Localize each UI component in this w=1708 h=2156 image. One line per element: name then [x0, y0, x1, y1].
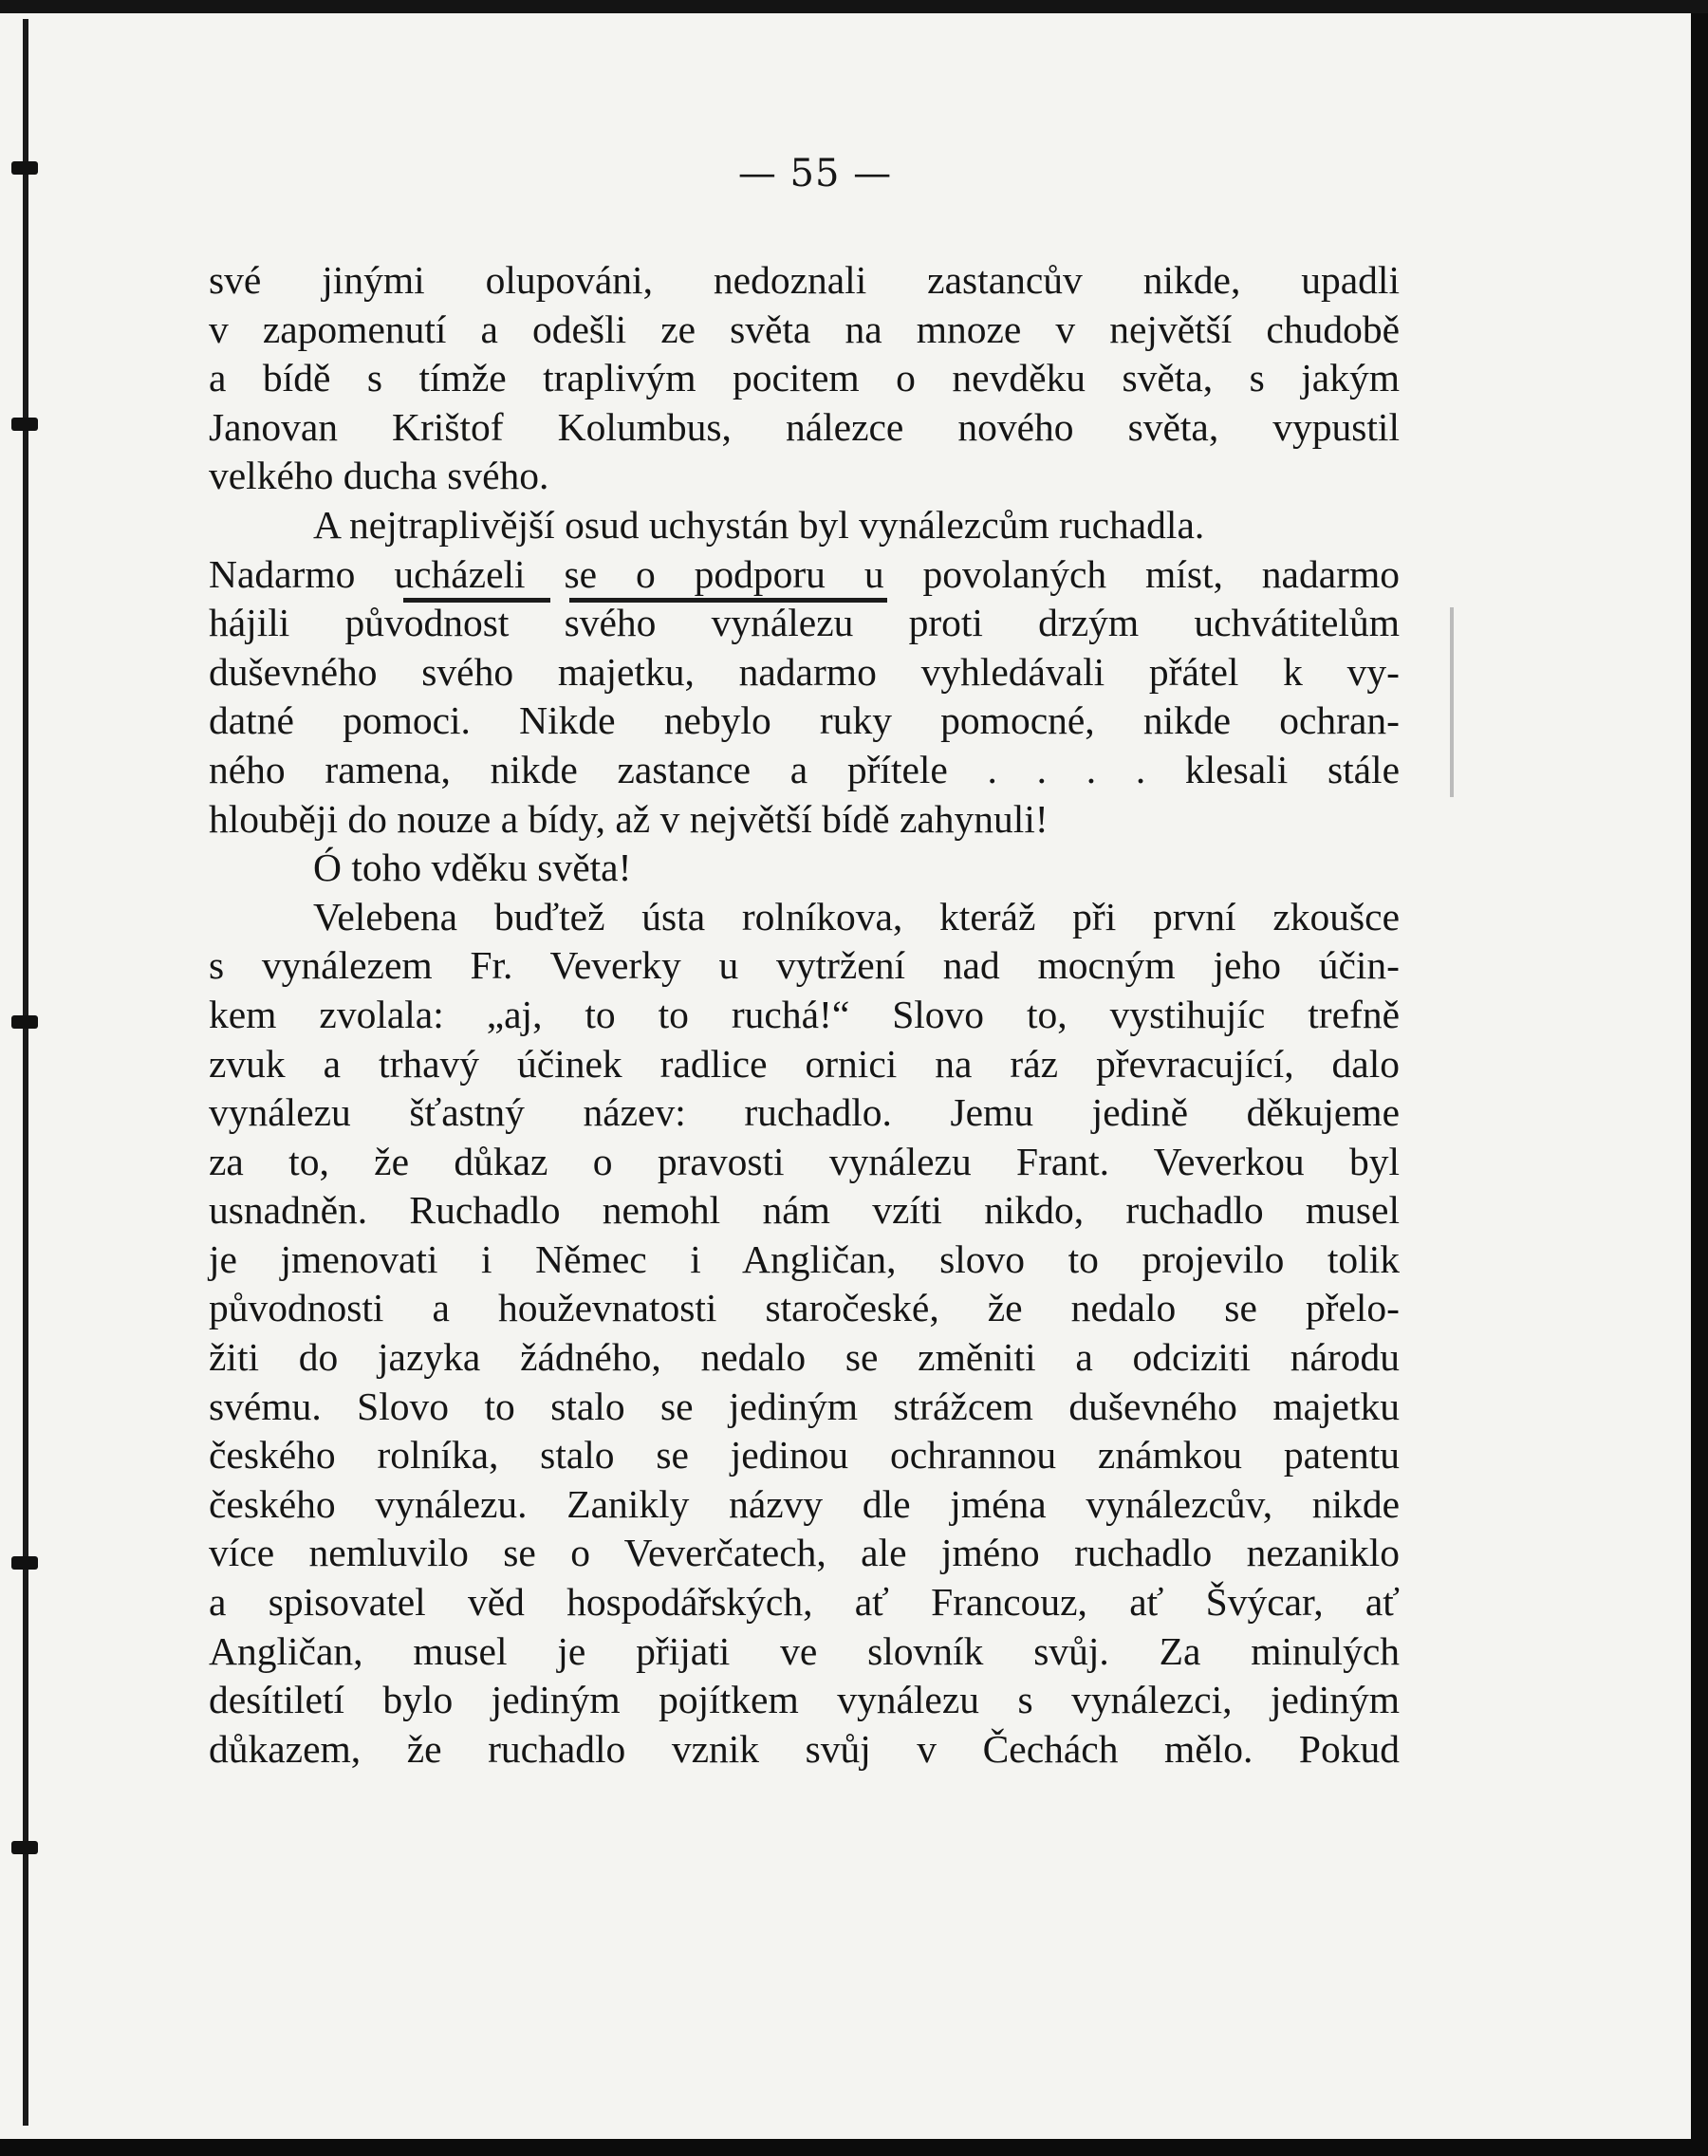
- body-text: [209, 256, 1400, 1774]
- text-line: hájili původnost svého vynálezu proti drzým uchvátitelům: [209, 601, 1400, 645]
- text-line: českého rolníka, stalo se jedinou ochrannou známkou patentu: [209, 1433, 1400, 1478]
- text-line: Angličan, musel je přijati ve slovník svůj. Za minulých: [209, 1628, 1400, 1673]
- text-line: Ó toho vděku světa!: [313, 846, 632, 890]
- text-line: desítiletí bylo jediným pojítkem vynálezu s vynálezci, jediným: [209, 1678, 1400, 1722]
- text-line: datné pomoci. Nikde nebylo ruky pomocné, nikde ochran-: [209, 698, 1400, 743]
- text-line: ného ramena, nikde zastance a přítele . . . . klesali stále: [209, 747, 1400, 791]
- text-line: a bídě s tímže traplivým pocitem o nevděku světa, s jakým: [209, 356, 1400, 400]
- text-line: důkazem, že ruchadlo vznik svůj v Čechách mělo. Pokud: [209, 1726, 1400, 1771]
- binding-mark: [11, 1841, 38, 1854]
- text-line: velkého ducha svého.: [209, 454, 549, 498]
- text-line: je jmenovati i Němec i Angličan, slovo to projevilo tolik: [209, 1236, 1400, 1281]
- binding-mark: [11, 1556, 38, 1570]
- text-line: Janovan Krištof Kolumbus, nálezce nového světa, vypustil: [209, 404, 1400, 449]
- text-line: v zapomenutí a odešli ze světa na mnoze v největší chudobě: [209, 307, 1400, 351]
- text-line: českého vynálezu. Zanikly názvy dle jména vynálezcův, nikde: [209, 1481, 1400, 1526]
- text-line: duševného svého majetku, nadarmo vyhledávali přátel k vy-: [209, 649, 1400, 694]
- page-number: — 55 —: [737, 152, 893, 195]
- page-top-edge: [0, 0, 1708, 13]
- binding-edge: [23, 19, 28, 2126]
- text-line: A nejtraplivější osud uchystán byl vynálezcům ruchadla.: [313, 502, 1205, 547]
- text-line: a spisovatel věd hospodářských, ať Francouz, ať Švýcar, ať: [209, 1580, 1400, 1625]
- text-line: Nadarmo ucházeli se o podporu u povolaných míst, nadarmo: [209, 551, 1400, 596]
- binding-mark: [11, 1015, 38, 1029]
- text-line: s vynálezem Fr. Veverky u vytržení nad mocným jeho účin-: [209, 943, 1400, 988]
- text-line: vynálezu šťastný název: ruchadlo. Jemu jedině děkujeme: [209, 1090, 1400, 1135]
- text-line: zvuk a trhavý účinek radlice ornici na ráz převracující, dalo: [209, 1041, 1400, 1086]
- text-line: Velebena buďtež ústa rolníkova, kteráž při první zkoušce: [313, 894, 1400, 939]
- text-line: žiti do jazyka žádného, nedalo se změniti a odciziti národu: [209, 1335, 1400, 1380]
- margin-pencil-mark: [1450, 607, 1454, 797]
- text-line: svému. Slovo to stalo se jediným strážcem duševného majetku: [209, 1384, 1400, 1428]
- text-line: původnosti a houževnatosti staročeské, že nedalo se přelo-: [209, 1286, 1400, 1330]
- text-line: za to, že důkaz o pravosti vynálezu Frant. Veverkou byl: [209, 1139, 1400, 1183]
- text-line: usnadněn. Ruchadlo nemohl nám vzíti nikdo, ruchadlo musel: [209, 1188, 1400, 1233]
- text-line: více nemluvilo se o Veverčatech, ale jméno ruchadlo nezaniklo: [209, 1531, 1400, 1575]
- text-line: své jinými olupováni, nedoznali zastancův nikde, upadli: [209, 258, 1400, 302]
- text-line: hlouběji do nouze a bídy, až v největší bídě zahynuli!: [209, 796, 1049, 841]
- binding-mark: [11, 418, 38, 431]
- text-line: kem zvolala: „aj, to to ruchá!“ Slovo to, vystihujíc trefně: [209, 992, 1400, 1036]
